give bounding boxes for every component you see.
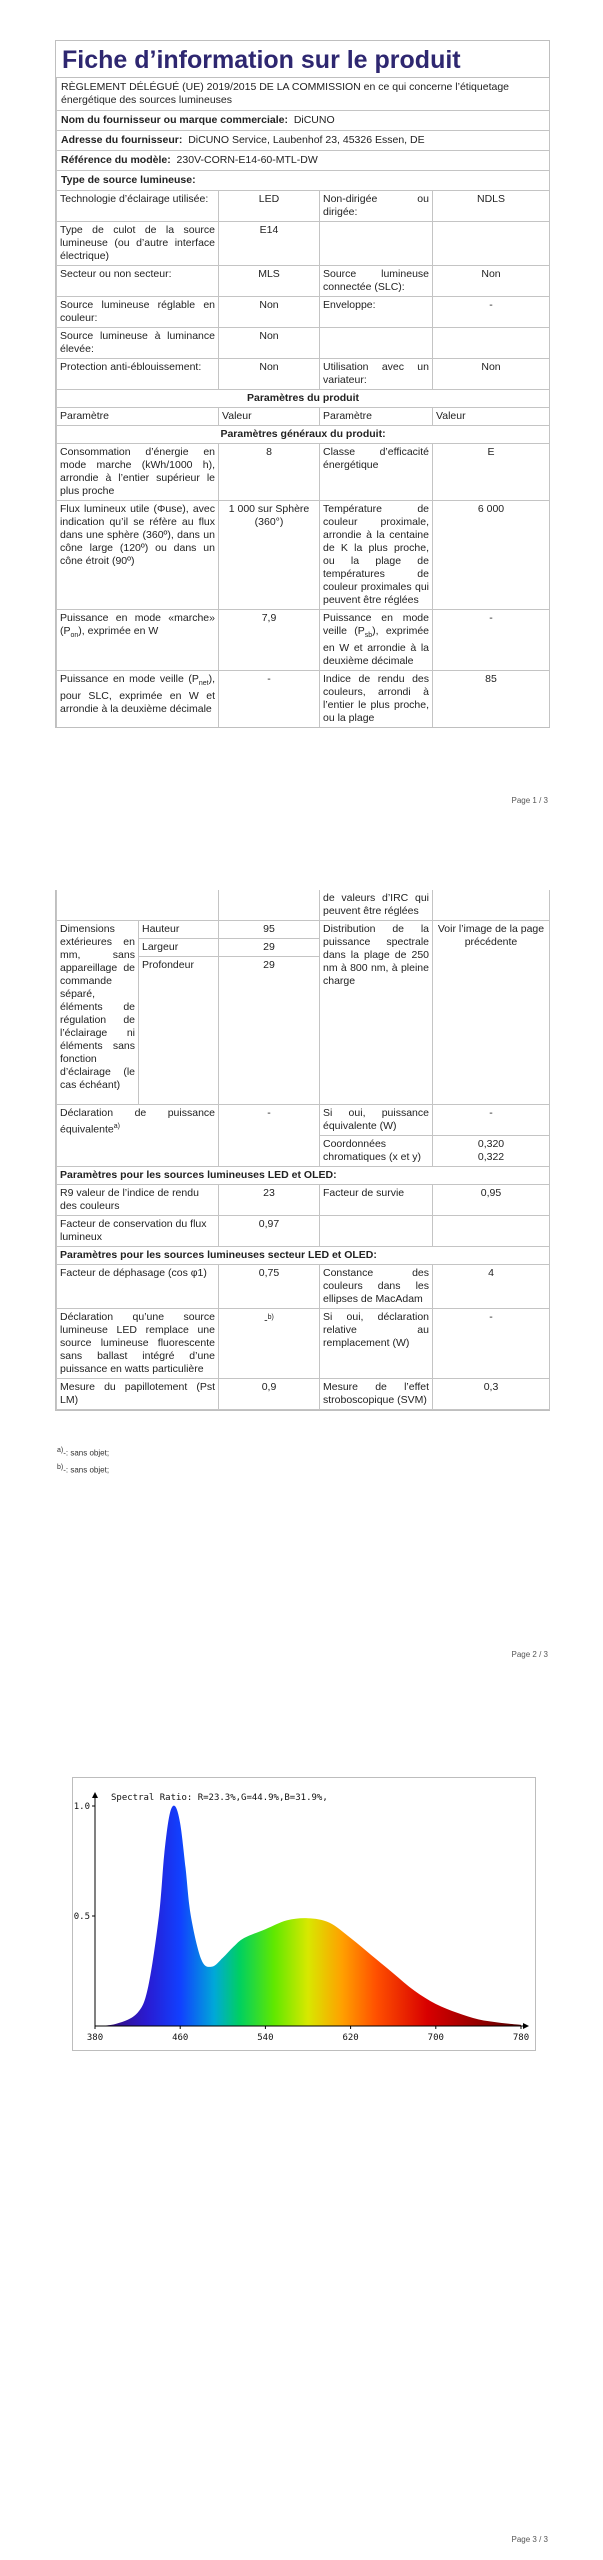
row-value: Non — [219, 359, 320, 390]
row-label — [57, 890, 219, 921]
svm-label: Mesure de l’effet stroboscopique (SVM) — [320, 1379, 433, 1410]
replacement-label: Déclaration qu’une source lumineuse LED remplace une source lumineuse fluorescente sans ballast intégré d’une puissance en watts particulière — [57, 1309, 219, 1379]
table-row — [57, 1185, 550, 1216]
x-tick-label: 700 — [427, 2033, 444, 2043]
address-value: DiCUNO Service, Laubenhof 23, 45326 Essen, DE — [188, 134, 425, 146]
table-row — [57, 359, 550, 390]
row-label: Flux lumineux utile (Φuse), avec indication qu’il se réfère au flux dans une sphère (360º), dans un cône large (120º) ou dans un cône étroit (90º) — [57, 501, 219, 610]
y-tick-label: 0.5 — [73, 1912, 90, 1922]
row-value: Non — [219, 328, 320, 359]
table-row — [57, 1216, 550, 1247]
page-number: Page 3 / 3 — [511, 2535, 548, 2544]
row-label — [320, 222, 433, 266]
row-value — [219, 890, 320, 921]
spectral-value: Voir l’image de la page précédente — [433, 921, 550, 1105]
supplier-row — [57, 111, 550, 131]
plot-area — [74, 1792, 529, 2043]
product-info-table — [56, 78, 550, 727]
row-label: Classe d’efficacité énergétique — [320, 444, 433, 501]
row-label-text: ), pour SLC, exprimée en W et arrondie à la deuxième décimale — [60, 673, 215, 716]
model-label: Référence du modèle: — [61, 154, 171, 166]
dimension-name: Profondeur — [139, 957, 219, 1105]
row-label: Indice de rendu des couleurs, arrondi à l’entier le plus proche, ou la plage — [320, 671, 433, 728]
chromaticity-y: 0,322 — [477, 1151, 505, 1163]
table-row — [57, 1265, 550, 1309]
empty-cell — [433, 1216, 550, 1247]
survival-label: Facteur de survie — [320, 1185, 433, 1216]
svm-value: 0,3 — [433, 1379, 550, 1410]
x-tick-label: 540 — [257, 2033, 274, 2043]
row-value: Non — [433, 359, 550, 390]
equivalent-watt-label: Si oui, puissance équivalente (W) — [320, 1105, 433, 1136]
address-row — [57, 131, 550, 151]
supplier-label: Nom du fournisseur ou marque commerciale: — [61, 114, 288, 126]
flux-maintenance-value: 0,97 — [219, 1216, 320, 1247]
row-label: Source lumineuse connectée (SLC): — [320, 266, 433, 297]
row-value: 1 000 sur Sphère (360°) — [219, 501, 320, 610]
row-label-text: Puissance en mode veille (P — [60, 673, 199, 686]
row-label: Source lumineuse à luminance élevée: — [57, 328, 219, 359]
x-tick-label: 620 — [342, 2033, 359, 2043]
dimensions-label: Dimensions extérieures en mm, sans appareillage de commande séparé, éléments de régulation de l’éclairage ni éléments sans fonction d’éclairage (le cas échéant) — [57, 921, 139, 1105]
r9-label: R9 valeur de l’indice de rendu des couleurs — [57, 1185, 219, 1216]
table-row — [57, 444, 550, 501]
y-axis-arrow — [92, 1792, 98, 1798]
row-label — [320, 610, 433, 671]
product-sheet-frame-continued — [55, 890, 550, 1411]
cosphi-label: Facteur de déphasage (cos φ1) — [57, 1265, 219, 1309]
chart-title: Spectral Ratio: R=23.3%,G=44.9%,B=31.9%, — [111, 1793, 328, 1803]
replacement-value-text: - — [264, 1314, 268, 1327]
table-row — [57, 1379, 550, 1410]
row-value: LED — [219, 191, 320, 222]
column-header-param: Paramètre — [57, 408, 219, 426]
y-tick-label: 1.0 — [73, 1802, 90, 1812]
row-value: MLS — [219, 266, 320, 297]
replacement-value — [219, 1309, 320, 1379]
supplier-value: DiCUNO — [293, 114, 335, 126]
table-row — [57, 610, 550, 671]
product-info-table-continued — [56, 890, 550, 1410]
footnote-text: -: sans objet; — [63, 1465, 110, 1475]
column-header-value: Valeur — [433, 408, 550, 426]
footnote-mark: a) — [57, 1447, 64, 1454]
led-header: Paramètres pour les sources lumineuses LED et OLED: — [57, 1167, 550, 1185]
column-header-row — [57, 408, 550, 426]
footnote-text: -: sans objet; — [63, 1448, 110, 1458]
row-label: de valeurs d’IRC qui peuvent être réglées — [320, 890, 433, 921]
footnote-a — [57, 1444, 109, 1461]
row-value: 7,9 — [219, 610, 320, 671]
equivalent-power-value: - — [219, 1105, 320, 1167]
x-axis-arrow — [523, 2023, 529, 2029]
cosphi-value: 0,75 — [219, 1265, 320, 1309]
column-header-param: Paramètre — [320, 408, 433, 426]
row-label: Consommation d’énergie en mode marche (kWh/1000 h), arrondie à l’entier supérieur le plus proche — [57, 444, 219, 501]
flux-maintenance-label: Facteur de conservation du flux lumineux — [57, 1216, 219, 1247]
page-number: Page 2 / 3 — [511, 1650, 548, 1659]
product-sheet-frame — [55, 40, 550, 728]
row-value — [433, 328, 550, 359]
row-label: Source lumineuse réglable en couleur: — [57, 297, 219, 328]
row-label: Utilisation avec un variateur: — [320, 359, 433, 390]
page-1 — [0, 0, 603, 820]
row-value: 85 — [433, 671, 550, 728]
pst-label: Mesure du papillotement (Pst LM) — [57, 1379, 219, 1410]
equivalent-power-label — [57, 1105, 219, 1167]
table-row — [57, 297, 550, 328]
model-value: 230V-CORN-E14-60-MTL-DW — [176, 154, 318, 166]
row-label — [320, 328, 433, 359]
dimension-value: 29 — [219, 939, 320, 957]
row-value: 8 — [219, 444, 320, 501]
general-header: Paramètres généraux du produit: — [57, 426, 550, 444]
macadam-label: Constance des couleurs dans les ellipses de MacAdam — [320, 1265, 433, 1309]
column-header-value: Valeur — [219, 408, 320, 426]
table-row — [57, 501, 550, 610]
chromaticity-value — [433, 1136, 550, 1167]
model-row — [57, 151, 550, 171]
mls-header: Paramètres pour les sources lumineuses secteur LED et OLED: — [57, 1247, 550, 1265]
equivalent-power-text: Déclaration de puissance équivalente — [60, 1107, 215, 1136]
row-label: Secteur ou non secteur: — [57, 266, 219, 297]
type-header: Type de source lumineuse: — [57, 171, 550, 191]
footnote-mark: b) — [267, 1314, 274, 1321]
page-number: Page 1 / 3 — [511, 796, 548, 805]
equivalent-watt-value: - — [433, 1105, 550, 1136]
page-title: Fiche d’information sur le produit — [56, 41, 549, 78]
pst-value: 0,9 — [219, 1379, 320, 1410]
row-label-sub: sb — [364, 632, 373, 640]
table-row — [57, 328, 550, 359]
row-label: Technologie d’éclairage utilisée: — [57, 191, 219, 222]
footnote-mark: b) — [57, 1463, 64, 1471]
x-tick-label: 780 — [512, 2033, 530, 2043]
row-value: NDLS — [433, 191, 550, 222]
row-label — [57, 671, 219, 728]
macadam-value: 4 — [433, 1265, 550, 1309]
table-row — [57, 921, 550, 939]
survival-value: 0,95 — [433, 1185, 550, 1216]
spectral-label: Distribution de la puissance spectrale dans la plage de 250 nm à 800 nm, à pleine charge — [320, 921, 433, 1105]
row-value: Non — [219, 297, 320, 328]
x-tick-label: 380 — [86, 2033, 104, 2043]
row-value: - — [433, 297, 550, 328]
footnote-mark: a) — [113, 1123, 120, 1130]
address-label: Adresse du fournisseur: — [61, 134, 183, 146]
spectral-chart-svg — [73, 1778, 535, 2050]
table-row — [57, 266, 550, 297]
row-label-text: ), exprimée en W — [78, 625, 159, 637]
row-value — [433, 222, 550, 266]
row-label: Type de culot de la source lumineuse (ou d’autre interface électrique) — [57, 222, 219, 266]
footnote-b — [57, 1461, 109, 1478]
row-value: E — [433, 444, 550, 501]
table-row — [57, 1105, 550, 1136]
row-label: Enveloppe: — [320, 297, 433, 328]
table-row — [57, 222, 550, 266]
dimension-name: Largeur — [139, 939, 219, 957]
row-value: E14 — [219, 222, 320, 266]
row-value — [433, 890, 550, 921]
table-row — [57, 1309, 550, 1379]
empty-cell — [320, 1216, 433, 1247]
row-label: Protection anti-éblouissement: — [57, 359, 219, 390]
row-value: - — [219, 671, 320, 728]
replacement-watt-label: Si oui, déclaration relative au remplacement (W) — [320, 1309, 433, 1379]
x-tick-label: 460 — [172, 2033, 189, 2043]
chromaticity-x: 0,320 — [477, 1138, 505, 1150]
params-header: Paramètres du produit — [57, 390, 550, 408]
row-label-text: Puissance en mode veille (P — [323, 612, 429, 637]
table-row — [57, 191, 550, 222]
dimension-name: Hauteur — [139, 921, 219, 939]
replacement-watt-value: - — [433, 1309, 550, 1379]
row-label — [57, 610, 219, 671]
regulation-text: RÈGLEMENT DÉLÉGUÉ (UE) 2019/2015 DE LA COMMISSION en ce qui concerne l’étiquetage énergétique des sources lumineuses — [57, 78, 550, 111]
row-value: Non — [433, 266, 550, 297]
row-label-sub: on — [70, 632, 79, 640]
row-value: - — [433, 610, 550, 671]
row-label: Température de couleur proximale, arrondie à la centaine de K la plus proche, ou la plage de températures de couleur proximales qui peuvent être réglées — [320, 501, 433, 610]
spectrum-area — [95, 1806, 521, 2026]
page-2 — [0, 890, 603, 1670]
row-label-text: ), exprimée en W et arrondie à la deuxième décimale — [323, 625, 429, 668]
dimension-value: 29 — [219, 957, 320, 1105]
row-label-sub: net — [198, 680, 209, 688]
footnotes — [57, 1444, 109, 1477]
r9-value: 23 — [219, 1185, 320, 1216]
row-value: 6 000 — [433, 501, 550, 610]
row-label-text: Puissance en mode «marche» (P — [60, 612, 215, 637]
dimension-value: 95 — [219, 921, 320, 939]
row-label: Non-dirigée ou dirigée: — [320, 191, 433, 222]
table-row — [57, 671, 550, 728]
chromaticity-label: Coordonnées chromatiques (x et y) — [320, 1136, 433, 1167]
table-row — [57, 890, 550, 921]
spectral-chart — [72, 1777, 536, 2051]
